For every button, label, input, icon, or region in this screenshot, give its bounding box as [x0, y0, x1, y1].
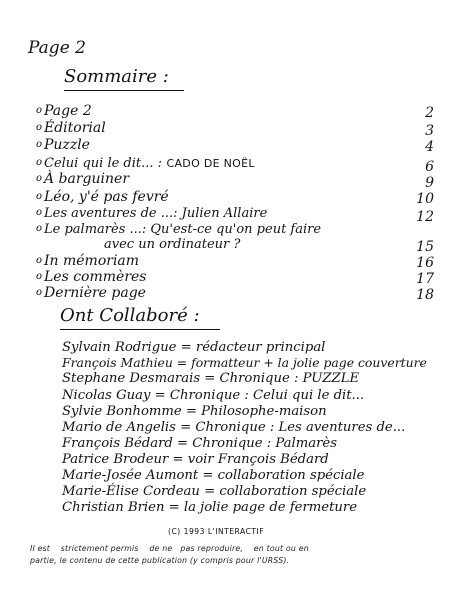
toc-item: [36, 270, 146, 284]
bullet-icon: o: [36, 255, 43, 266]
bullet-icon: o: [36, 207, 43, 218]
collaborator-line: François Bédard = Chronique : Palmarès: [62, 436, 337, 451]
collaborator-line: Mario de Angelis = Chronique : Les aventures de...: [62, 420, 406, 435]
collaborator-line: Nicolas Guay = Chronique : Celui qui le dit...: [62, 388, 365, 403]
toc-item: [36, 222, 321, 237]
collaborator-line: François Mathieu = formatteur + la jolie page couverture: [62, 355, 427, 370]
toc-item-label: Les commères: [44, 269, 147, 285]
toc-item: [36, 138, 90, 152]
toc-item-page: 10: [416, 191, 434, 207]
collaborators-underline: [60, 329, 220, 330]
collaborator-line: Marie-Élise Cordeau = collaboration spéciale: [62, 484, 367, 499]
toc-item-page: 17: [416, 271, 434, 287]
toc-item-label: Éditorial: [44, 120, 106, 136]
collaborators-heading: Ont Collaboré :: [60, 305, 200, 326]
toc-item-label: Celui qui le dit... :: [44, 156, 163, 171]
toc-item: [36, 104, 92, 118]
toc-item-page: 2: [425, 105, 434, 121]
toc-item-page: 4: [425, 139, 434, 155]
toc-item-label: Dernière page: [44, 285, 146, 301]
page-label: Page 2: [28, 38, 86, 58]
toc-item: [36, 206, 267, 221]
toc-item-page: 15: [416, 239, 434, 255]
copyright-line: (C) 1993 L'INTERACTIF: [168, 527, 265, 536]
bullet-icon: o: [36, 105, 43, 116]
bullet-icon: o: [36, 271, 43, 282]
collaborator-line: Marie-Josée Aumont = collaboration spéciale: [62, 468, 365, 483]
toc-item-label: Le palmarès ...: Qu'est-ce qu'on peut faire: [44, 222, 322, 237]
sommaire-underline: [64, 90, 184, 91]
toc-item: [36, 190, 169, 204]
toc-item-page: 9: [425, 175, 434, 191]
toc-item: [36, 172, 129, 186]
collaborator-line: Sylvie Bonhomme = Philosophe-maison: [62, 404, 327, 419]
bullet-icon: o: [36, 139, 43, 150]
toc-item-typed-label: CADO DE NOËL: [166, 157, 255, 170]
toc-item-page: 3: [425, 123, 434, 139]
reproduction-notice-line-2: partie, le contenu de cette publication (y compris pour l'URSS).: [30, 556, 290, 565]
toc-item: [36, 121, 106, 135]
toc-item-page: 16: [416, 255, 434, 271]
bullet-icon: o: [36, 191, 43, 202]
toc-item-label: In mémoriam: [44, 253, 140, 269]
toc-item: [36, 156, 255, 171]
toc-item-label: Les aventures de ...: Julien Allaire: [44, 206, 268, 221]
collaborator-line: Sylvain Rodrigue = rédacteur principal: [62, 340, 326, 355]
collaborator-line: Patrice Brodeur = voir François Bédard: [62, 452, 329, 467]
bullet-icon: o: [36, 223, 43, 234]
toc-item-page: 12: [416, 209, 434, 225]
bullet-icon: o: [36, 287, 43, 298]
bullet-icon: o: [36, 157, 43, 168]
sommaire-heading: Sommaire :: [64, 66, 169, 87]
toc-item-label: Léo, y'é pas fevré: [44, 189, 169, 205]
collaborator-line: Christian Brien = la jolie page de fermeture: [62, 500, 357, 515]
bullet-icon: o: [36, 122, 43, 133]
toc-item: [36, 286, 146, 300]
toc-item-label: À barguiner: [44, 171, 130, 187]
toc-item-label: Puzzle: [44, 137, 90, 153]
toc-item-page: 18: [416, 287, 434, 303]
toc-item-label: Page 2: [44, 103, 92, 119]
toc-item-page: 6: [425, 159, 434, 175]
toc-item: [36, 254, 139, 268]
toc-item-label-continued: avec un ordinateur ?: [104, 237, 241, 252]
collaborator-line: Stephane Desmarais = Chronique : PUZZLE: [62, 371, 360, 386]
reproduction-notice-line-1: Il est strictement permis de ne pas reproduire, en tout ou en: [30, 544, 309, 553]
bullet-icon: o: [36, 173, 43, 184]
